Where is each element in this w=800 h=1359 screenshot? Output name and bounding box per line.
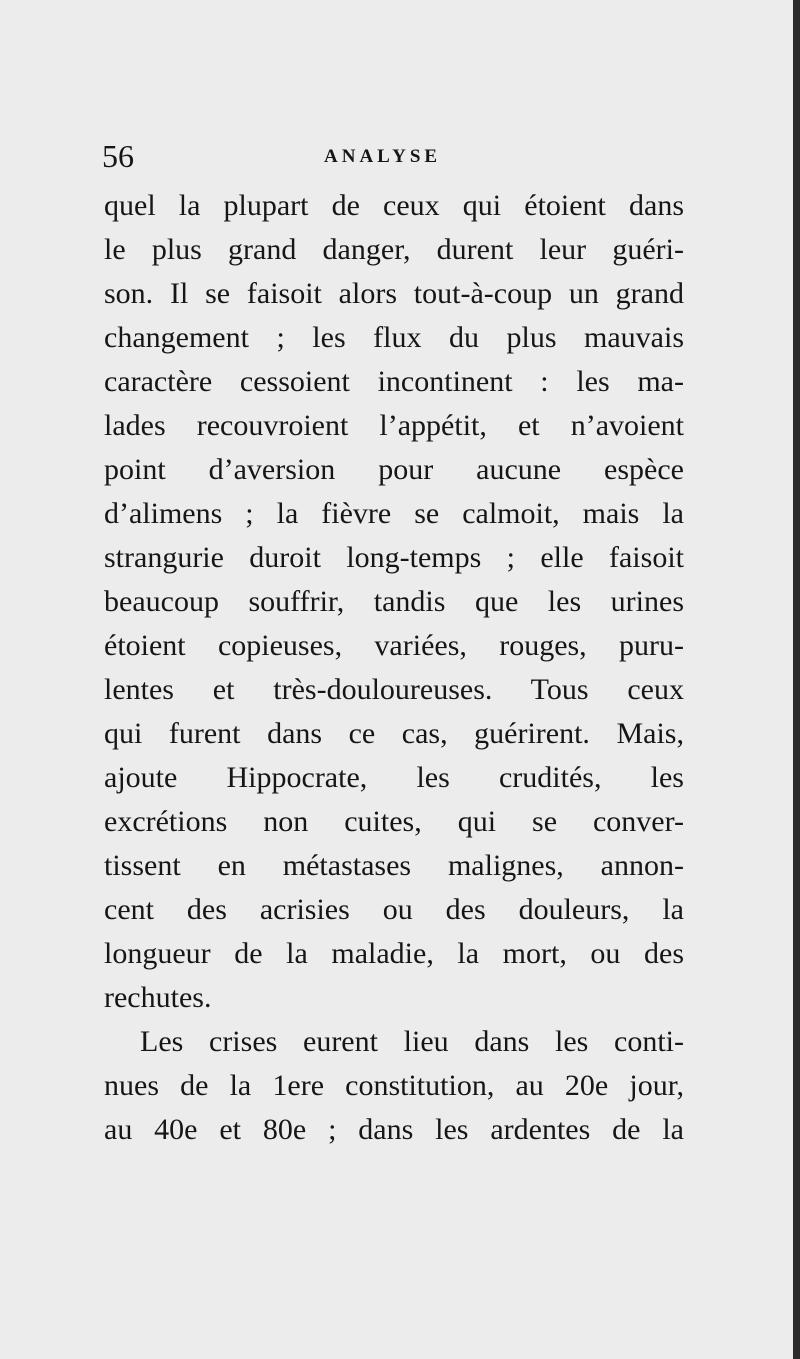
text-line: ajoute Hippocrate, les crudités, les <box>104 761 684 794</box>
text-line: au 40e et 80e ; dans les ardentes de la <box>104 1113 684 1146</box>
page-number: 56 <box>102 138 134 174</box>
text-line: tissent en métastases malignes, annon- <box>104 849 684 882</box>
text-line: beaucoup souffrir, tandis que les urines <box>104 585 684 618</box>
text-line: changement ; les flux du plus mauvais <box>104 321 684 354</box>
page-header <box>102 136 692 176</box>
text-line: nues de la 1ere constitution, au 20e jour, <box>104 1069 684 1102</box>
text-line: rechutes. <box>104 981 212 1014</box>
body-text <box>104 184 684 1152</box>
text-line: longueur de la maladie, la mort, ou des <box>104 937 684 970</box>
text-line: cent des acrisies ou des douleurs, la <box>104 893 684 926</box>
text-line: d’alimens ; la fièvre se calmoit, mais la <box>104 497 684 530</box>
text-line: strangurie duroit long-temps ; elle faisoit <box>104 541 684 574</box>
text-line: le plus grand danger, durent leur guéri- <box>104 233 684 266</box>
paragraph-start-line: Les crises eurent lieu dans les conti- <box>140 1025 684 1058</box>
text-line: point d’aversion pour aucune espèce <box>104 453 684 486</box>
page-edge-shadow <box>793 0 800 1359</box>
text-line: quel la plupart de ceux qui étoient dans <box>104 189 684 222</box>
text-line: caractère cessoient incontinent : les ma- <box>104 365 684 398</box>
text-line: excrétions non cuites, qui se conver- <box>104 805 684 838</box>
text-line: étoient copieuses, variées, rouges, puru- <box>104 629 684 662</box>
text-line: son. Il se faisoit alors tout-à-coup un grand <box>104 277 684 310</box>
text-line: lades recouvroient l’appétit, et n’avoient <box>104 409 684 442</box>
text-line: qui furent dans ce cas, guérirent. Mais, <box>104 717 684 750</box>
running-head: ANALYSE <box>324 146 442 167</box>
text-line: lentes et très-douloureuses. Tous ceux <box>104 673 684 706</box>
